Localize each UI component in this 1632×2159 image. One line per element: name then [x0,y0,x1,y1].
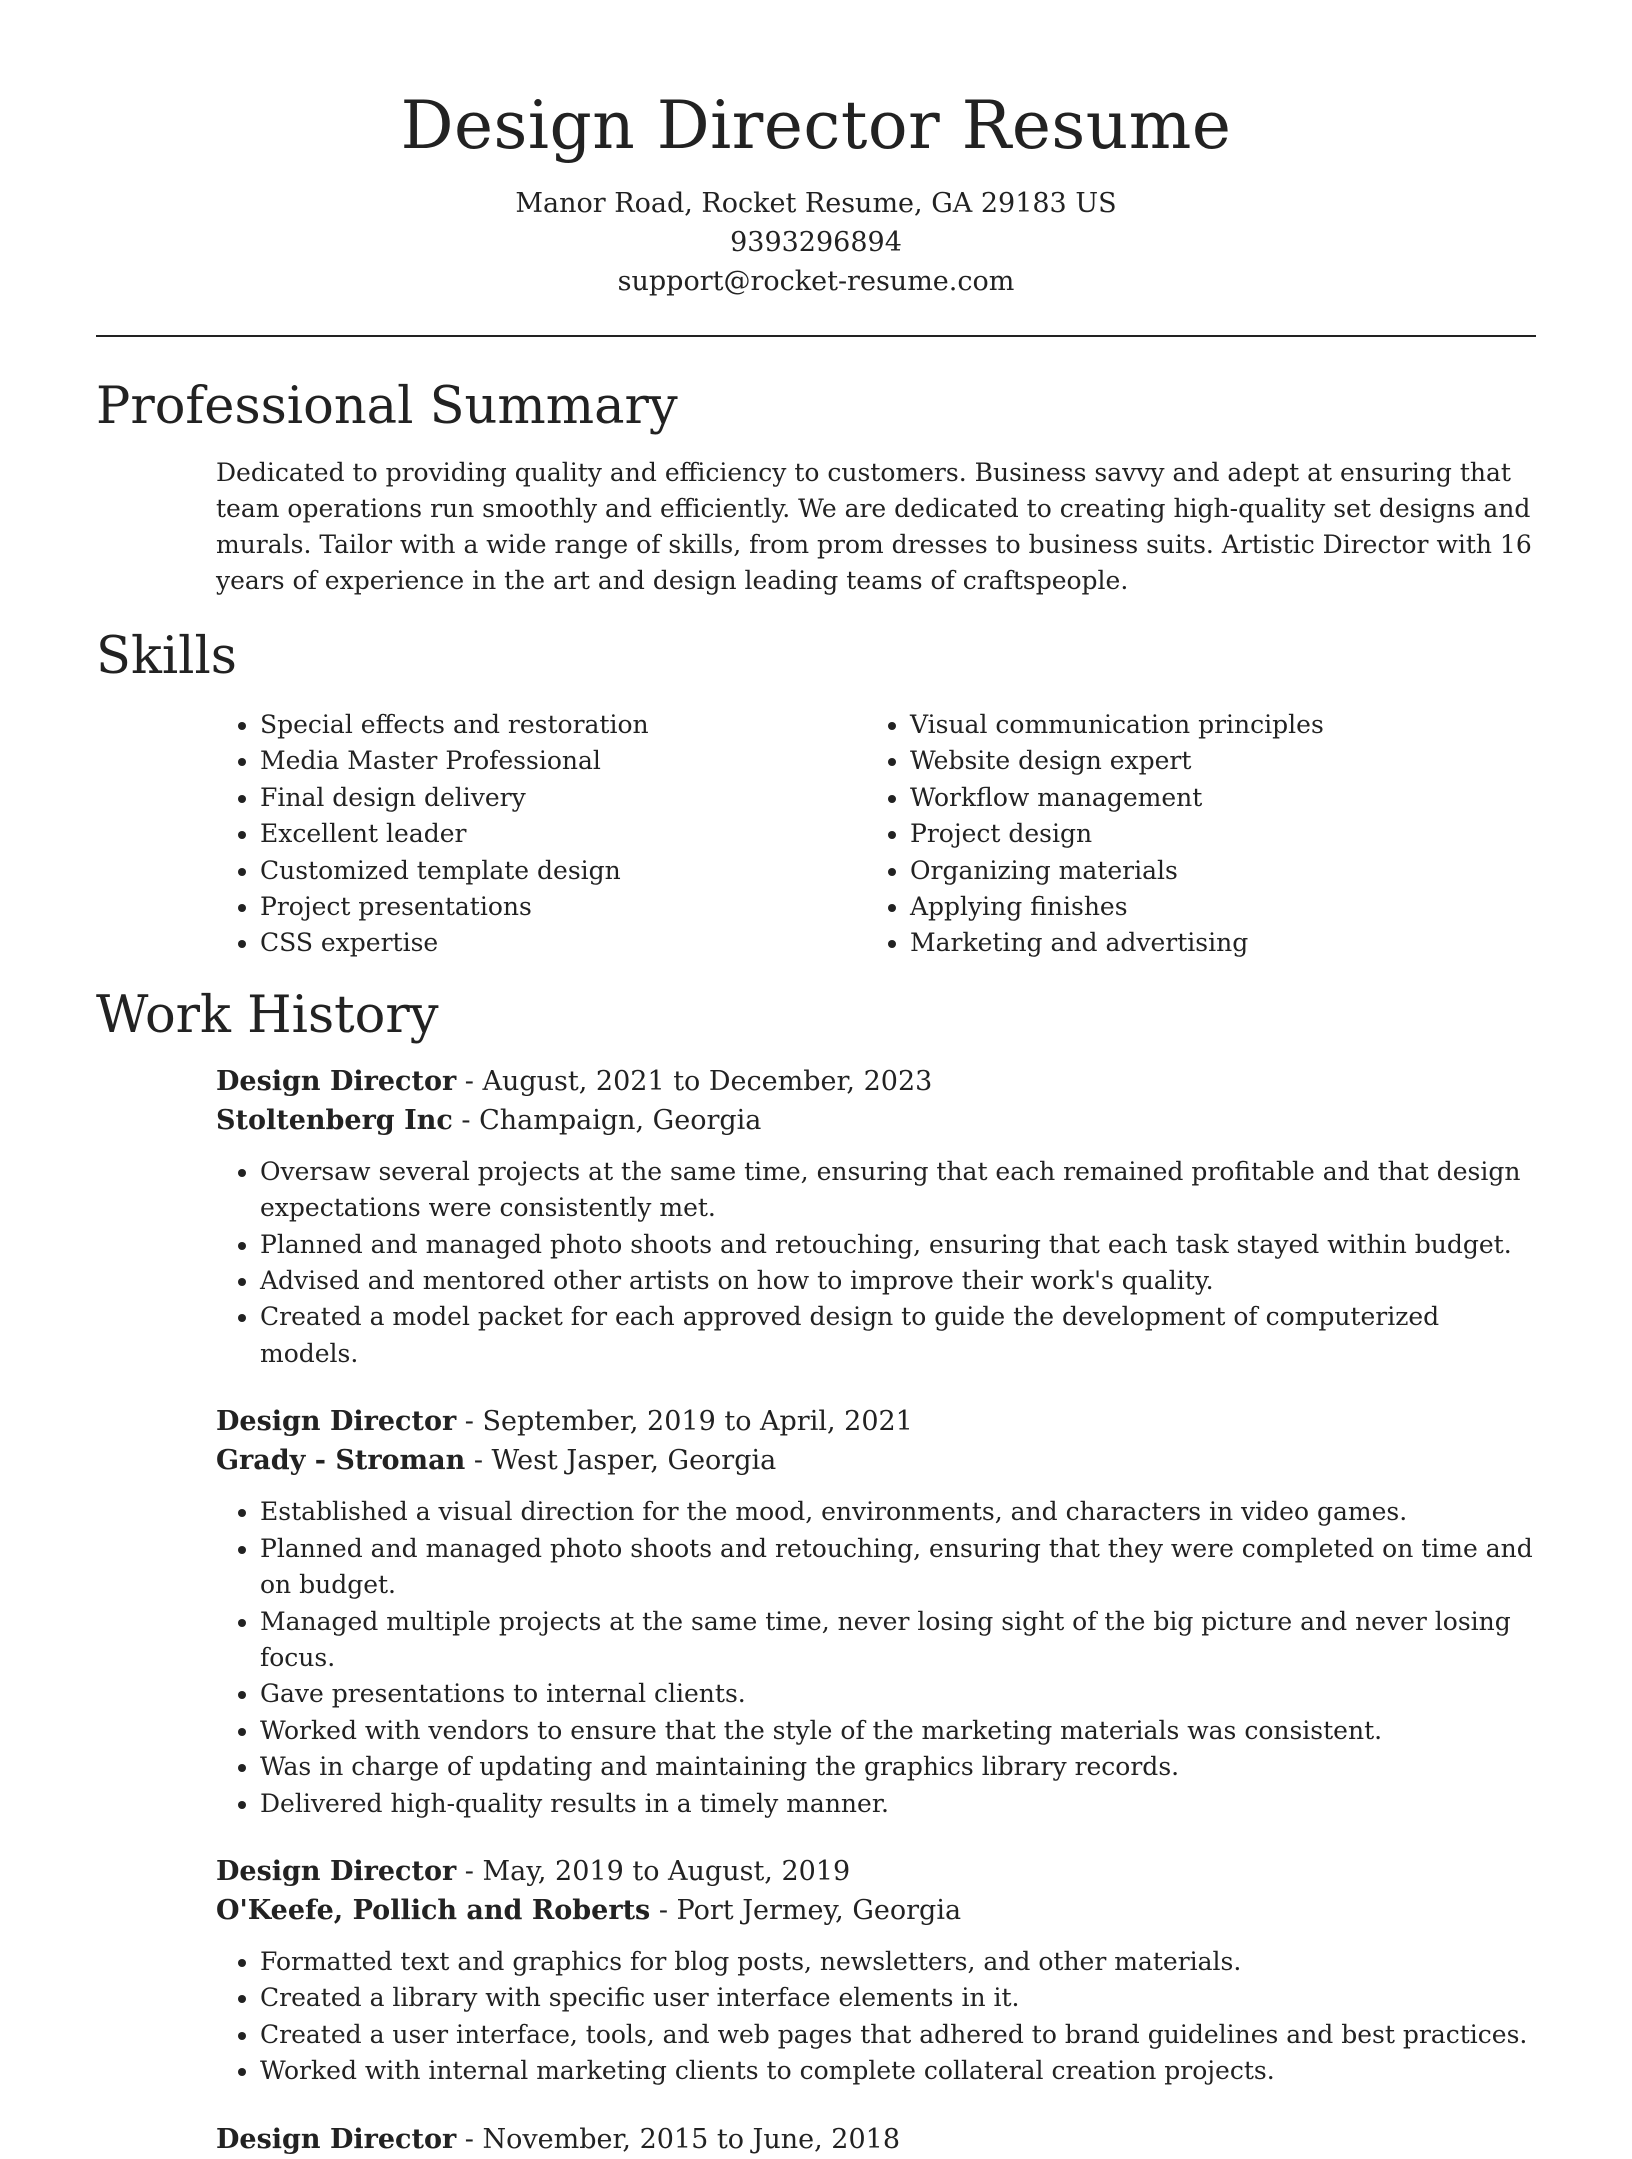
job-bullets [216,1944,1536,2090]
summary-text: Dedicated to providing quality and efficiency to customers. Business savvy and adept at ensuring that team operations run smoothly and efficiently. We are dedicated to creating high-quality set designs and murals. Tailor with a wide range of skills, from prom dresses to business suits. Artistic Director with 16 years of experience in the art and design leading teams of craftspeople. [216,458,1532,595]
skill-item: • Workflow management [910,780,1324,816]
job-entry [216,1852,1536,2090]
skill-item: • Website design expert [910,743,1324,779]
job-company-line: O'Keefe, Pollich and Roberts - Port Jermey, Georgia [216,1894,962,1926]
job-dates: May, 2019 to August, 2019 [482,1855,851,1887]
job-bullet: • Was in charge of updating and maintaining the graphics library records. [260,1749,1536,1785]
skill-item: • Special effects and restoration [260,707,866,743]
job-location: Port Jermey, Georgia [676,1894,962,1926]
skill-item: • Media Master Professional [260,743,866,779]
skill-item: • Project presentations [260,889,866,925]
job-bullet: • Worked with internal marketing clients to complete collateral creation projects. [260,2053,1536,2089]
job-bullet: • Created a library with specific user interface elements in it. [260,1980,1536,2016]
summary-heading: Professional Summary [96,377,678,436]
job-location: West Jasper, Georgia [491,1445,777,1477]
job-company: Stoltenberg Inc [216,1104,453,1136]
email: support@rocket-resume.com [617,266,1015,297]
job-title: Design Director [216,1855,457,1887]
job-bullet: • Planned and managed photo shoots and retouching, ensuring that each task stayed within budget. [260,1227,1536,1263]
job-entry [216,1402,1536,1822]
job-bullet: • Delivered high-quality results in a timely manner. [260,1786,1536,1822]
job-company: Grady - Stroman [216,1445,466,1477]
skill-item: • Visual communication principles [910,707,1324,743]
job-company: O'Keefe, Pollich and Roberts [216,1894,651,1926]
skills-column-right [866,707,1324,962]
job-bullet: • Worked with vendors to ensure that the style of the marketing materials was consistent. [260,1713,1536,1749]
job-title-line: Design Director - September, 2019 to April, 2021 [216,1406,913,1438]
skills-list [216,707,1536,962]
job-bullet: • Planned and managed photo shoots and retouching, ensuring that they were completed on time and on budget. [260,1531,1536,1604]
skill-item: • Project design [910,816,1324,852]
job-dates: August, 2021 to December, 2023 [482,1065,933,1097]
job-bullet: • Formatted text and graphics for blog posts, newsletters, and other materials. [260,1944,1536,1980]
resume-title: Design Director Resume [400,87,1232,164]
job-dates: September, 2019 to April, 2021 [482,1406,913,1438]
skill-item: • Excellent leader [260,816,866,852]
job-entry [216,2120,1536,2159]
job-dates: November, 2015 to June, 2018 [482,2123,901,2155]
job-bullet: • Managed multiple projects at the same time, never losing sight of the big picture and never losing focus. [260,1604,1536,1677]
job-bullets [216,1494,1536,1822]
job-bullet: • Created a model packet for each approved design to guide the development of computerized models. [260,1299,1536,1372]
skills-column-left [216,707,866,962]
job-title: Design Director [216,1065,457,1097]
phone: 9393296894 [730,227,902,258]
job-title-line: Design Director - August, 2021 to December, 2023 [216,1065,933,1097]
job-title: Design Director [216,1406,457,1438]
job-title: Design Director [216,2123,457,2155]
job-bullet: • Oversaw several projects at the same time, ensuring that each remained profitable and that design expectations were consistently met. [260,1154,1536,1227]
skill-item: • Organizing materials [910,853,1324,889]
job-title-line: Design Director - November, 2015 to June, 2018 [216,2123,901,2155]
contact-block [96,184,1536,301]
skill-item: • Final design delivery [260,780,866,816]
header-divider [96,335,1536,337]
job-company-line: Stoltenberg Inc - Champaign, Georgia [216,1104,762,1136]
job-location: Champaign, Georgia [479,1104,762,1136]
skill-item: • Marketing and advertising [910,925,1324,961]
job-entry [216,1062,1536,1372]
job-title-line: Design Director - May, 2019 to August, 2019 [216,1855,851,1887]
job-bullet: • Gave presentations to internal clients. [260,1676,1536,1712]
job-bullets [216,1154,1536,1372]
resume-header [96,0,1536,301]
address: Manor Road, Rocket Resume, GA 29183 US [515,188,1117,219]
skill-item: • Customized template design [260,853,866,889]
job-bullet: • Advised and mentored other artists on how to improve their work's quality. [260,1263,1536,1299]
skills-heading: Skills [96,627,237,686]
job-bullet: • Established a visual direction for the mood, environments, and characters in video games. [260,1494,1536,1530]
job-bullet: • Created a user interface, tools, and web pages that adhered to brand guidelines and best practices. [260,2017,1536,2053]
resume-page [96,0,1536,2159]
skill-item: • Applying finishes [910,889,1324,925]
work-history-heading: Work History [96,985,439,1045]
job-company-line: Grady - Stroman - West Jasper, Georgia [216,1445,777,1477]
skill-item: • CSS expertise [260,925,866,961]
